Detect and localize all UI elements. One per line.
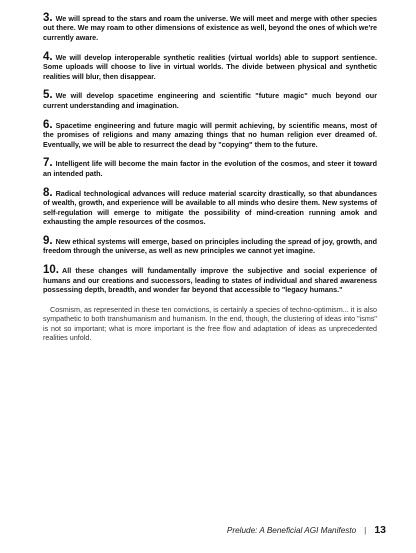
item-text: New ethical systems will emerge, based on principles including the spread of joy, growth, and freedom through the universe, as well as new principles we cannot yet imagine. [43,236,377,256]
conviction-7 [43,159,377,178]
item-number: 10. [43,264,59,277]
conviction-9 [43,234,377,256]
item-text: All these changes will fundamentally improve the subjective and social experience of humans and our creations and successors, leading to states of individual and shared awareness possessing depth, breadth, and wonder far beyond that accessible to "legacy humans." [43,266,377,295]
running-title: Prelude: A Beneficial AGI Manifesto [226,525,357,535]
page-number: 13 [374,524,386,536]
conviction-10 [43,266,377,294]
closing-paragraph: Cosmism, as represented in these ten convictions, is certainly a species of techno-optimism... it is also sympathetic to both transhumanism and humanism. In the end, though, the clustering of ideas into "isms" is not so important; what is more important is the free flow and adaptation of ideas as unprecedented realities unfold. [43,304,377,343]
conviction-4 [43,50,377,81]
page-body [43,14,377,350]
item-text: We will develop spacetime engineering and scientific "future magic" much beyond our current understanding and imagination. [43,91,377,110]
item-number: 3. [43,12,53,24]
item-text: We will spread to the stars and roam the universe. We will meet and merge with other species out there. We may roam to other dimensions of existence as well, beyond the ones of which we're currently aware. [43,14,377,42]
item-text: Intelligent life will become the main factor in the evolution of the cosmos, and steer it toward an intended path. [43,159,377,178]
conviction-3 [43,14,377,42]
item-number: 8. [43,186,53,199]
item-text: Radical technological advances will reduce material scarcity drastically, so that abundances of wealth, growth, and experience will be available to all minds who desire them. New systems of self-regulation will emerge to mitigate the possibility of mind-creation running amok and exhausting the ample resources of the cosmos. [43,188,377,226]
conviction-5 [43,91,377,110]
conviction-6 [43,118,377,149]
item-text: Spacetime engineering and future magic will permit achieving, by scientific means, most of the promises of religions and many amazing things that no human religion ever dreamed of. Eventually, we will be able to resurrect the dead by "copying" them to the future. [43,120,377,149]
item-number: 9. [43,234,53,247]
footer-separator: | [364,525,367,535]
item-number: 4. [43,50,53,63]
item-text: We will develop interoperable synthetic realities (virtual worlds) able to support sentience. Some uploads will choose to live in virtual worlds. The divide between physical and synthetic realities will blur, then disappear. [43,52,377,81]
item-number: 5. [43,89,53,102]
conviction-8 [43,186,377,227]
item-number: 6. [43,118,53,131]
page-footer [227,524,386,536]
item-number: 7. [43,157,53,170]
